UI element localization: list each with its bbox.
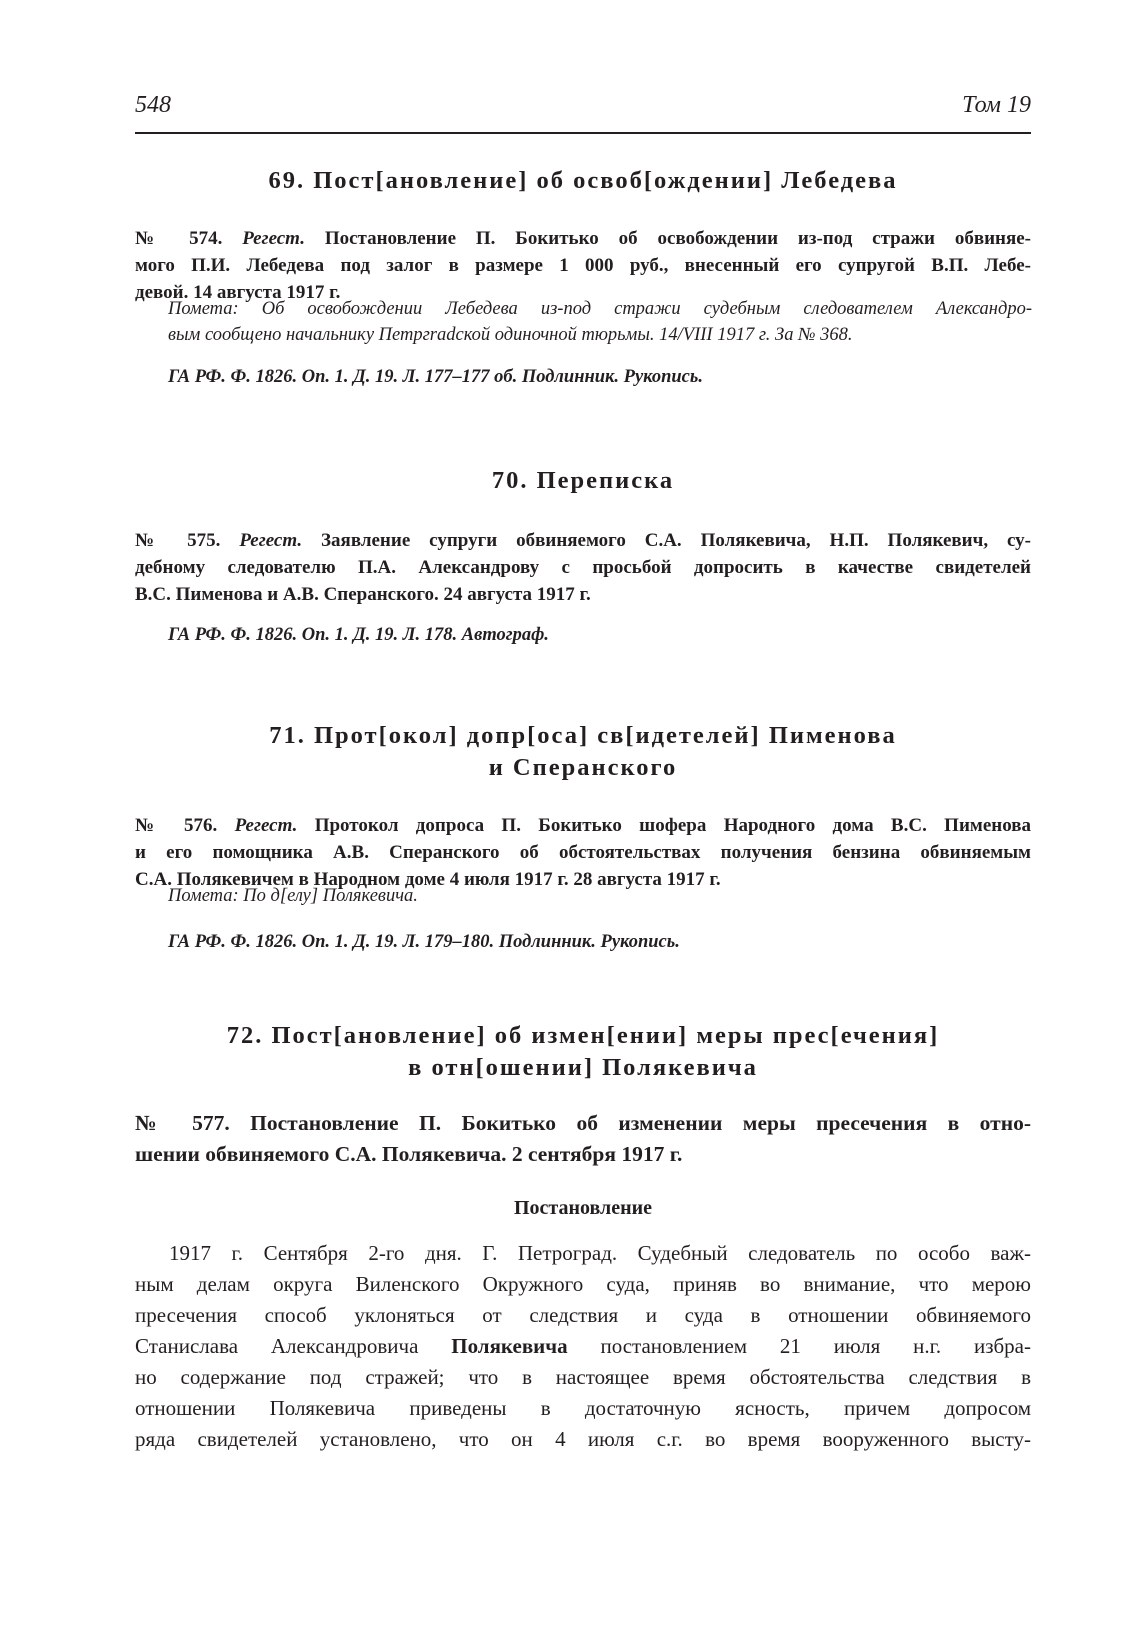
regest-line: девой. 14 августа 1917 г. [135,282,341,303]
regest-line: и его помощника А.В. Сперанского об обстоятельствах получения бензина обвиняемым [135,842,1031,863]
regest-line: Протокол допроса П. Бокитько шофера Народного дома В.С. Пименова [297,815,1031,836]
page-number: 548 [135,92,171,118]
title-line: 71. Прот[окол] допр[оса] св[идетелей] Пименова [269,722,897,749]
title-line: и Сперанского [488,754,678,781]
section-72-doc-title [135,1108,1031,1170]
regest-line: мого П.И. Лебедева под залог в размере 1 000 руб., внесенный его супругой В.П. Лебе- [135,255,1031,276]
doc-number: № 575. [135,530,221,551]
body-line: ным делам округа Виленского Окружного суда, приняв во внимание, что мерою [135,1272,1031,1296]
body-line: но содержание под стражей; что в настоящее время обстоятельства следствия в [135,1365,1031,1389]
title-line: в отн[ошении] Полякевича [408,1054,758,1081]
document-body [135,1238,1031,1455]
regest-line: Постановление П. Бокитько об освобождении из-под стражи обвиняе- [304,228,1032,249]
body-line: ряда свидетелей установлено, что он 4 июля с.г. во время вооруженного высту- [135,1427,1031,1451]
section-71-note: Помета: По д[елу] Полякевича. [168,886,418,906]
regest-line: дебному следователю П.А. Александрову с просьбой допросить в качестве свидетелей [135,557,1031,578]
document-subheading: Постановление [513,1197,653,1219]
regest-line: В.С. Пименова и А.В. Сперанского. 24 августа 1917 г. [135,584,591,605]
regest-label: Регест. [239,530,303,551]
title-line: 72. Пост[ановление] об измен[ении] меры прес[ечения] [226,1022,940,1049]
body-line: 1917 г. Сентября 2-го дня. Г. Петроград. Судебный следователь по особо важ- [169,1241,1031,1265]
body-line: пресечения способ уклоняться от следствия и суда в отношении обвиняемого [135,1303,1031,1327]
regest-line: Заявление супруги обвиняемого С.А. Полякевича, Н.П. Полякевич, су- [302,530,1032,551]
section-69-note [168,296,1032,348]
doc-number: № 574. [135,228,223,249]
section-69-source: ГА РФ. Ф. 1826. Оп. 1. Д. 19. Л. 177–177 об. Подлинник. Рукопись. [168,367,703,387]
volume-label: Том 19 [962,92,1031,118]
section-69-title: 69. Пост[ановление] об освоб[ождении] Лебедева [268,167,898,194]
page-header [135,88,1031,134]
defendant-name: Полякевича [451,1334,568,1358]
regest-label: Регест. [242,228,305,249]
section-70-title: 70. Переписка [491,467,675,494]
body-text-run: Станислава Александровича [135,1334,452,1358]
regest-label: Регест. [234,815,298,836]
section-71-title [135,720,1031,784]
body-line: отношении Полякевича приведены в достаточную ясность, причем допросом [135,1396,1031,1420]
note-line: Помета: Об освобождении Лебедева из-под стражи судебным следователем Александро- [168,299,1032,319]
section-70-source: ГА РФ. Ф. 1826. Оп. 1. Д. 19. Л. 178. Автограф. [168,625,549,645]
section-71-regest [135,812,1031,893]
doc-title-line: № 577. Постановление П. Бокитько об изменении меры пресечения в отно- [135,1111,1031,1135]
body-text-run: постановлением 21 июля н.г. избра- [567,1334,1031,1358]
note-line: вым сообщено начальнику Петргradской одиночной тюрьмы. 14/VIII 1917 г. За № 368. [168,325,853,345]
section-71-source: ГА РФ. Ф. 1826. Оп. 1. Д. 19. Л. 179–180. Подлинник. Рукопись. [168,932,680,952]
section-69-regest [135,225,1031,306]
section-70-regest [135,527,1031,608]
doc-number: № 576. [135,815,218,836]
section-72-title [135,1020,1031,1084]
doc-title-line: шении обвиняемого С.А. Полякевича. 2 сентября 1917 г. [135,1142,683,1166]
regest-line: С.А. Полякевичем в Народном доме 4 июля 1917 г. 28 августа 1917 г. [135,869,721,890]
